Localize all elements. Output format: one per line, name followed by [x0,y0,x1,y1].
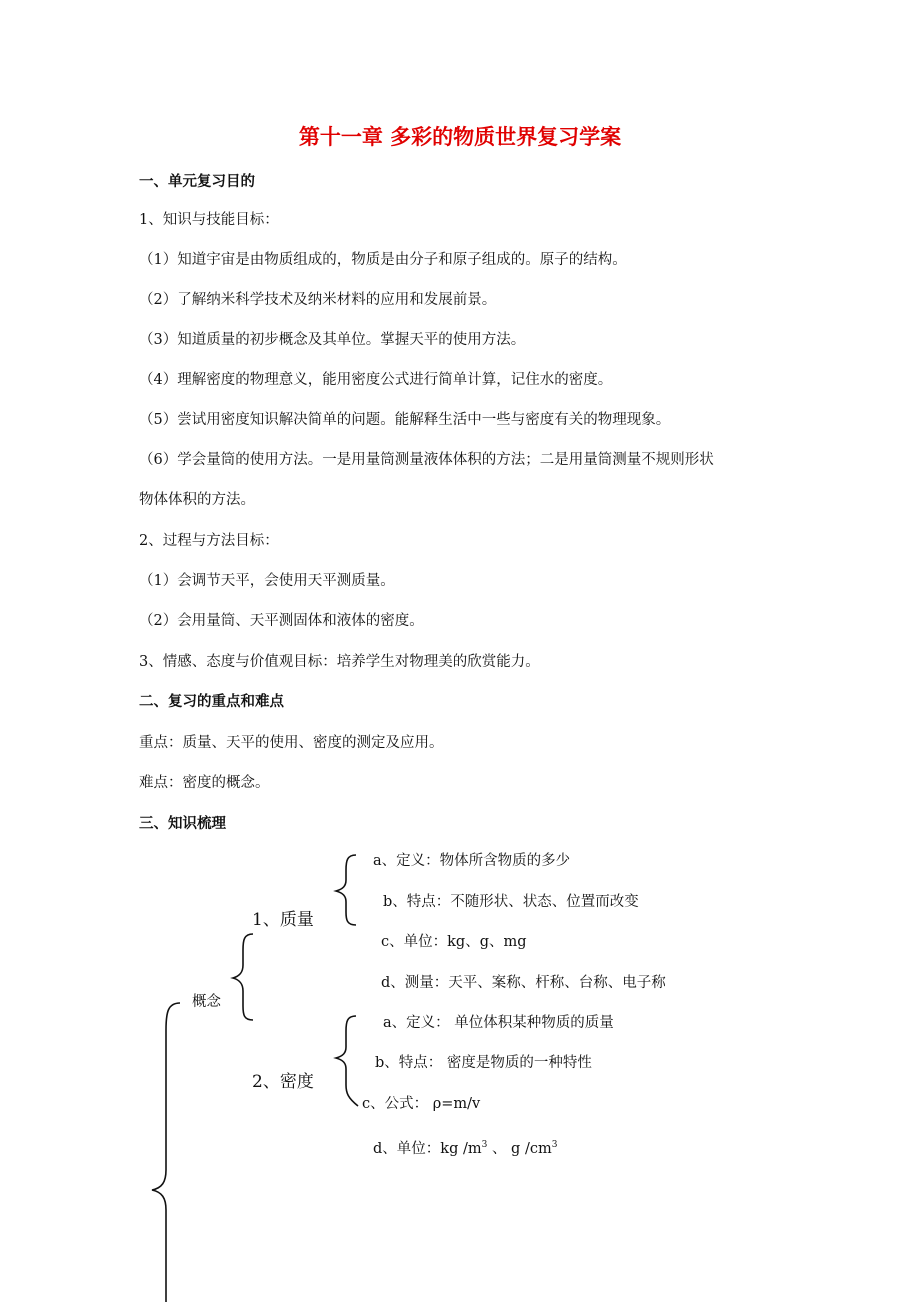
mass-label: 1、质量 [252,910,314,930]
brace-outer [152,1003,180,1302]
goal-label-knowledge: 1、知识与技能目标： [139,212,279,228]
section-heading-knowledge-map: 三、知识梳理 [139,816,226,832]
density-property: b、特点： 密度是物质的一种特性 [375,1055,592,1071]
brace-mass [336,855,356,925]
goal-item: （2）了解纳米科学技术及纳米材料的应用和发展前景。 [139,292,497,308]
section-heading-goals: 一、单元复习目的 [139,174,255,190]
mass-measurement: d、测量：天平、案称、杆称、台称、电子称 [381,975,666,991]
unit-exponent: 3 [551,1140,558,1150]
goal-item: （1）知道宇宙是由物质组成的，物质是由分子和原子组成的。原子的结构。 [139,252,627,268]
goal-label-process: 2、过程与方法目标： [139,533,279,549]
density-unit [373,1135,557,1159]
unit-exponent: 3 [481,1140,488,1150]
goal-label-attitude: 3、情感、态度与价值观目标：培养学生对物理美的欣赏能力。 [139,654,540,670]
difficult-point: 难点：密度的概念。 [139,775,270,791]
page-title: 第十一章 多彩的物质世界复习学案 [298,125,622,149]
goal-item: （2）会用量筒、天平测固体和液体的密度。 [139,613,424,629]
density-label: 2、密度 [252,1072,314,1092]
section-heading-key-points: 二、复习的重点和难点 [139,694,284,710]
mass-unit: c、单位：kg、g、mg [381,934,527,950]
key-point: 重点：质量、天平的使用、密度的测定及应用。 [139,735,444,751]
density-unit-prefix: d、单位：kg /m [373,1141,482,1157]
mass-definition: a、定义：物体所含物质的多少 [373,853,571,869]
density-formula: c、公式： ρ=m/v [362,1096,481,1112]
brace-density [336,1016,358,1106]
mass-property: b、特点：不随形状、状态、位置而改变 [383,894,639,910]
goal-item: （3）知道质量的初步概念及其单位。掌握天平的使用方法。 [139,332,526,348]
brace-concept [233,934,253,1020]
goal-item: （4）理解密度的物理意义，能用密度公式进行简单计算，记住水的密度。 [139,372,613,388]
goal-item: （6）学会量筒的使用方法。一是用量筒测量液体体积的方法；二是用量筒测量不规则形状 [139,452,714,468]
density-definition: a、定义： 单位体积某种物质的质量 [383,1015,614,1031]
density-unit-separator: 、 g /cm [487,1141,552,1157]
goal-item: （1）会调节天平，会使用天平测质量。 [139,573,395,589]
goal-item: （5）尝试用密度知识解决简单的问题。能解释生活中一些与密度有关的物理现象。 [139,412,671,428]
goal-item-continuation: 物体体积的方法。 [139,492,255,508]
concept-label: 概念 [192,994,221,1010]
